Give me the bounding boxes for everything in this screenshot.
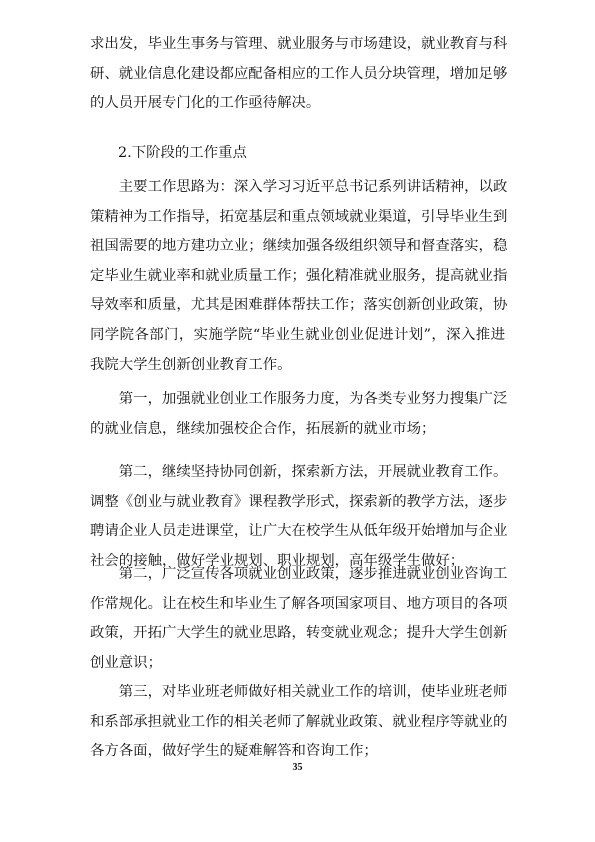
text-line: 研、就业信息化建设都应配备相应的工作人员分块管理，增加足够 xyxy=(90,65,508,82)
text-line: 的就业信息，继续加强校企合作，拓展新的就业市场； xyxy=(90,420,436,437)
text-line: 求出发，毕业生事务与管理、就业服务与市场建设，就业教育与科 xyxy=(90,36,508,52)
text-line: 第二，继续坚持协同创新，探索新方法，开展就业教育工作。 xyxy=(90,464,508,480)
paragraph-item-2b xyxy=(90,560,508,678)
text-line: 社会的接触，做好学业规划、职业规划，高年级学生做好； xyxy=(90,552,465,569)
text-line: 我院大学生创新创业教育工作。 xyxy=(90,356,292,373)
text-line: 的人员开展专门化的工作亟待解决。 xyxy=(90,95,321,112)
text-line: 策精神为工作指导，拓宽基层和重点领域就业渠道，引导毕业生到 xyxy=(90,208,508,225)
text-line: 定毕业生就业率和就业质量工作；强化精准就业服务，提高就业指 xyxy=(90,267,508,284)
paragraph-item-1 xyxy=(90,385,508,444)
section-heading: 2.下阶段的工作重点 xyxy=(118,145,247,161)
page-number: 35 xyxy=(292,762,303,773)
text-line: 主要工作思路为：深入学习习近平总书记系列讲话精神，以政 xyxy=(90,179,508,195)
text-line: 第二，广泛宣传各项就业创业政策，逐步推进就业创业咨询工 xyxy=(90,566,508,582)
text-line: 调整《创业与就业教育》课程教学形式，探索新的教学方法，逐步 xyxy=(90,493,508,510)
text-line: 同学院各部门，实施学院“毕业生就业创业促进计划”，深入推进 xyxy=(90,326,505,343)
text-line: 政策，开拓广大学生的就业思路，转变就业观念；提升大学生创新 xyxy=(90,625,508,642)
paragraph-main-thinking xyxy=(90,173,508,380)
text-line: 创业意识； xyxy=(90,654,162,671)
paragraph-item-2a xyxy=(90,458,508,576)
paragraph-continuation xyxy=(90,30,508,119)
text-line: 各方各面，做好学生的疑难解答和咨询工作； xyxy=(90,743,378,760)
paragraph-item-3 xyxy=(90,678,508,767)
text-line: 导效率和质量，尤其是困难群体帮扶工作；落实创新创业政策，协 xyxy=(90,297,508,314)
text-line: 第三，对毕业班老师做好相关就业工作的培训，使毕业班老师 xyxy=(90,684,508,700)
text-line: 祖国需要的地方建功立业；继续加强各级组织领导和督查落实，稳 xyxy=(90,238,508,255)
text-line: 和系部承担就业工作的相关老师了解就业政策、就业程序等就业的 xyxy=(90,713,508,730)
text-line: 聘请企业人员走进课堂，让广大在校学生从低年级开始增加与企业 xyxy=(90,523,508,540)
text-line: 第一，加强就业创业工作服务力度，为各类专业努力搜集广泛 xyxy=(90,391,508,407)
text-line: 作常规化。让在校生和毕业生了解各项国家项目、地方项目的各项 xyxy=(90,595,508,612)
